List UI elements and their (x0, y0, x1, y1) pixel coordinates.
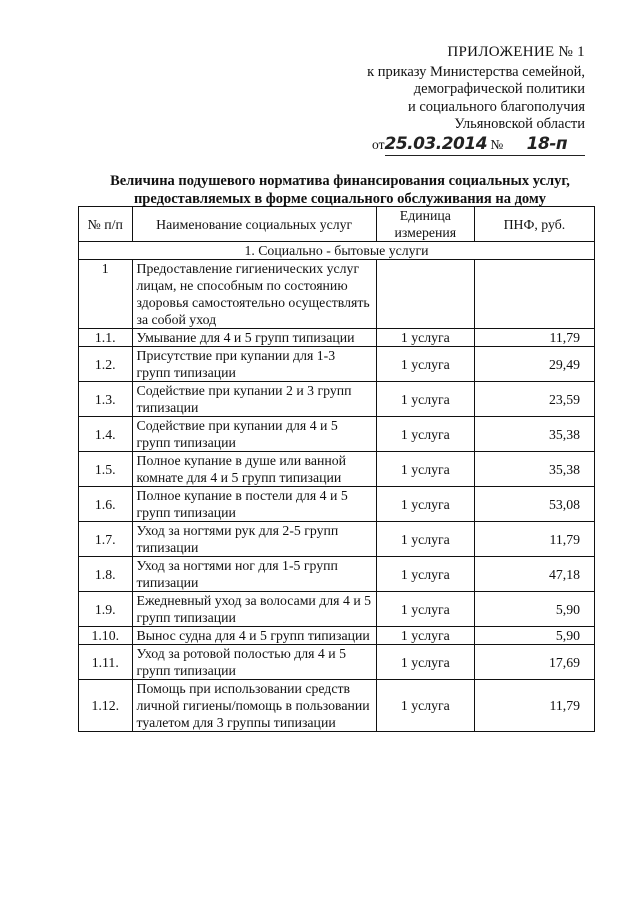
row-num: 1.1. (79, 329, 133, 347)
row-num: 1.9. (79, 592, 133, 627)
row-unit: 1 услуга (376, 382, 474, 417)
row-unit: 1 услуга (376, 680, 474, 732)
row-name: Содействие при купании для 4 и 5 групп типизации (132, 417, 376, 452)
table-header-row (79, 207, 595, 242)
row-value: 5,90 (474, 592, 594, 627)
norms-table (78, 206, 595, 732)
row-num: 1.12. (79, 680, 133, 732)
row-unit: 1 услуга (376, 417, 474, 452)
section-row (79, 242, 595, 260)
row-value: 11,79 (474, 680, 594, 732)
row-value: 17,69 (474, 645, 594, 680)
row-num: 1.3. (79, 382, 133, 417)
row-num: 1.6. (79, 487, 133, 522)
row-name: Уход за ногтями рук для 2-5 групп типизации (132, 522, 376, 557)
row-value: 5,90 (474, 627, 594, 645)
row-unit: 1 услуга (376, 452, 474, 487)
header-unit: Единица измерения (376, 207, 474, 242)
row-unit: 1 услуга (376, 487, 474, 522)
header-line: демографической политики (413, 81, 585, 97)
row-value: 53,08 (474, 487, 594, 522)
order-number: 18-п (526, 134, 568, 154)
table-row (79, 347, 595, 382)
header-num: № п/п (79, 207, 133, 242)
title-line-2: предоставляемых в форме социального обслуживания на дому (133, 191, 547, 207)
row-name: Вынос судна для 4 и 5 групп типизации (132, 627, 376, 645)
order-date: 25.03.2014 (384, 134, 488, 154)
row-unit: 1 услуга (376, 329, 474, 347)
title-line-1: Величина подушевого норматива финансирования социальных услуг, (110, 173, 570, 189)
row-value: 23,59 (474, 382, 594, 417)
table-row (79, 627, 595, 645)
row-unit (376, 260, 474, 329)
order-reference (372, 134, 567, 154)
row-num: 1.2. (79, 347, 133, 382)
table-row (79, 522, 595, 557)
row-value: 11,79 (474, 329, 594, 347)
row-unit: 1 услуга (376, 627, 474, 645)
number-prefix: № (490, 137, 504, 152)
table-row (79, 645, 595, 680)
row-value: 11,79 (474, 522, 594, 557)
table-row (79, 592, 595, 627)
row-num: 1.8. (79, 557, 133, 592)
header-name: Наименование социальных услуг (132, 207, 376, 242)
row-num: 1.5. (79, 452, 133, 487)
row-name: Полное купание в душе или ванной комнате для 4 и 5 групп типизации (132, 452, 376, 487)
header-line: к приказу Министерства семейной, (367, 63, 585, 80)
table-row (79, 452, 595, 487)
row-name: Помощь при использовании средств личной гигиены/помощь в пользовании туалетом для 3 группы типизации (132, 680, 376, 732)
document-title (80, 172, 600, 208)
table-row (79, 329, 595, 347)
row-name: Умывание для 4 и 5 групп типизации (132, 329, 376, 347)
section-title: 1. Социально - бытовые услуги (79, 242, 595, 260)
table-row (79, 680, 595, 732)
table-row (79, 260, 595, 329)
row-value: 35,38 (474, 452, 594, 487)
row-num: 1 (79, 260, 133, 329)
from-prefix: от (372, 137, 385, 152)
table-row (79, 417, 595, 452)
table-row (79, 382, 595, 417)
table-row (79, 557, 595, 592)
row-value (474, 260, 594, 329)
row-name: Ежедневный уход за волосами для 4 и 5 групп типизации (132, 592, 376, 627)
signature-underline (385, 155, 585, 156)
row-unit: 1 услуга (376, 347, 474, 382)
appendix-title: ПРИЛОЖЕНИЕ № 1 (447, 44, 585, 60)
row-name: Присутствие при купании для 1-3 групп типизации (132, 347, 376, 382)
row-value: 47,18 (474, 557, 594, 592)
row-name: Предоставление гигиенических услуг лицам, не способным по состоянию здоровья самостоятельно осуществлять за собой уход (132, 260, 376, 329)
document-header (367, 44, 585, 134)
row-name: Содействие при купании 2 и 3 групп типизации (132, 382, 376, 417)
row-value: 35,38 (474, 417, 594, 452)
row-name: Уход за ногтями ног для 1-5 групп типизации (132, 557, 376, 592)
table-row (79, 487, 595, 522)
row-name: Уход за ротовой полостью для 4 и 5 групп типизации (132, 645, 376, 680)
row-unit: 1 услуга (376, 522, 474, 557)
row-num: 1.7. (79, 522, 133, 557)
row-num: 1.11. (79, 645, 133, 680)
row-unit: 1 услуга (376, 592, 474, 627)
row-unit: 1 услуга (376, 557, 474, 592)
header-line: Ульяновской области (454, 116, 585, 132)
header-line: и социального благополучия (407, 98, 585, 115)
row-num: 1.4. (79, 417, 133, 452)
row-num: 1.10. (79, 627, 133, 645)
header-value: ПНФ, руб. (474, 207, 594, 242)
row-name: Полное купание в постели для 4 и 5 групп типизации (132, 487, 376, 522)
row-value: 29,49 (474, 347, 594, 382)
row-unit: 1 услуга (376, 645, 474, 680)
